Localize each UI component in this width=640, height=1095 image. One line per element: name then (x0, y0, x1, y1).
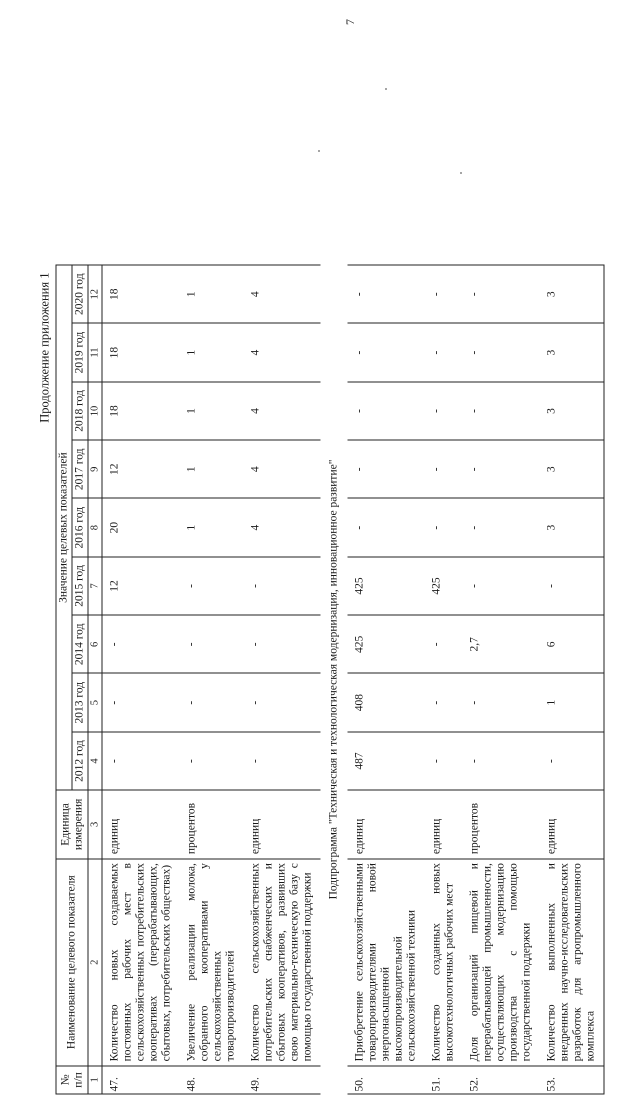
row-value: 4 (244, 265, 321, 323)
row-value: 20 (102, 498, 180, 556)
row-value: 18 (102, 323, 180, 381)
row-value: 2,7 (463, 615, 540, 673)
row-name: Количество выполненных и внедренных научно-исследовательских разработок для агропромышленного комплекса (540, 859, 605, 1066)
row-number: 48. (180, 1066, 244, 1094)
row-value: 4 (244, 498, 321, 556)
row-number: 47. (102, 1066, 180, 1094)
row-value: - (244, 674, 321, 732)
header-name: Наименование целевого показателя (56, 859, 88, 1066)
table-row (180, 265, 244, 1094)
row-value: - (425, 440, 463, 498)
rotated-sheet (38, 265, 603, 1095)
header-index: 11 (88, 323, 102, 381)
header-index: 1 (88, 1066, 102, 1094)
row-value: - (463, 498, 540, 556)
row-value: 1 (180, 323, 244, 381)
header-number: № п/п (56, 1066, 88, 1094)
header-year: 2018 год (72, 382, 88, 440)
row-value: - (102, 732, 180, 790)
row-value: - (180, 557, 244, 615)
row-value: - (425, 498, 463, 556)
row-unit: процентов (463, 790, 540, 858)
row-value: 1 (180, 382, 244, 440)
row-name: Количество созданных новых высокотехнологичных рабочих мест (425, 859, 463, 1066)
header-year: 2019 год (72, 323, 88, 381)
row-value: 1 (180, 265, 244, 323)
row-value: 12 (102, 557, 180, 615)
row-value: 3 (540, 440, 605, 498)
table-row (102, 265, 180, 1094)
row-name: Количество новых создаваемых постоянных рабочих мест в сельскохозяйственных потребительских кооперативах (перерабатывающих, сбытовых, потребительских обществах) (102, 859, 180, 1066)
subprogram-title: Подпрограмма "Техническая и технологическая модернизация, инновационное развитие" (327, 459, 340, 900)
table-row (348, 265, 425, 1094)
scan-speck (385, 88, 387, 90)
row-value: - (463, 674, 540, 732)
header-values-group: Значение целевых показателей (56, 265, 72, 790)
header-year: 2016 год (72, 498, 88, 556)
row-value: - (463, 323, 540, 381)
row-value: - (348, 265, 425, 323)
row-value: - (244, 615, 321, 673)
row-number: 51. (425, 1066, 463, 1094)
row-unit: единиц (425, 790, 463, 858)
header-index: 4 (88, 732, 102, 790)
row-number: 53. (540, 1066, 605, 1094)
row-value: - (102, 674, 180, 732)
header-year: 2015 год (72, 557, 88, 615)
row-value: 3 (540, 498, 605, 556)
row-name: Доля организаций пищевой и перерабатывающей промышленности, осуществляющих модернизацию производства с помощью государственной поддержки (463, 859, 540, 1066)
table-row (540, 265, 605, 1094)
row-unit: единиц (540, 790, 605, 858)
row-value: 18 (102, 382, 180, 440)
row-value: 18 (102, 265, 180, 323)
header-year: 2017 год (72, 440, 88, 498)
row-value: 1 (180, 440, 244, 498)
row-value: 1 (540, 674, 605, 732)
row-value: 4 (244, 323, 321, 381)
header-index: 6 (88, 615, 102, 673)
header-index-row (88, 265, 102, 1094)
subprogram-row (321, 265, 348, 1094)
row-value: - (463, 265, 540, 323)
header-year: 2020 год (72, 265, 88, 323)
row-value: 4 (244, 440, 321, 498)
row-value: - (102, 615, 180, 673)
row-value: - (463, 557, 540, 615)
row-value: - (244, 732, 321, 790)
row-value: - (348, 382, 425, 440)
table-row (425, 265, 463, 1094)
row-value: 425 (348, 615, 425, 673)
row-value: - (348, 323, 425, 381)
indicators-table (56, 265, 605, 1095)
continuation-note: Продолжение приложения 1 (37, 272, 52, 423)
header-unit: Единица измерения (56, 790, 88, 858)
row-value: 4 (244, 382, 321, 440)
row-value: - (540, 557, 605, 615)
row-value: 3 (540, 382, 605, 440)
row-value: 425 (425, 557, 463, 615)
row-value: 487 (348, 732, 425, 790)
table-row (463, 265, 540, 1094)
row-value: - (425, 382, 463, 440)
row-value: - (244, 557, 321, 615)
row-value: - (348, 498, 425, 556)
row-value: - (463, 732, 540, 790)
row-value: - (425, 732, 463, 790)
row-number: 49. (244, 1066, 321, 1094)
row-value: 12 (102, 440, 180, 498)
row-number: 50. (348, 1066, 425, 1094)
header-year: 2013 год (72, 674, 88, 732)
row-value: 3 (540, 265, 605, 323)
header-index: 12 (88, 265, 102, 323)
header-index: 9 (88, 440, 102, 498)
header-index: 2 (88, 859, 102, 1066)
header-index: 5 (88, 674, 102, 732)
row-value: - (425, 323, 463, 381)
row-value: 408 (348, 674, 425, 732)
row-unit: единиц (348, 790, 425, 858)
row-value: - (348, 440, 425, 498)
header-index: 3 (88, 790, 102, 858)
header-index: 7 (88, 557, 102, 615)
row-value: - (425, 615, 463, 673)
table-body (102, 265, 604, 1094)
row-value: 425 (348, 557, 425, 615)
row-value: - (180, 732, 244, 790)
row-unit: единиц (102, 790, 180, 858)
page-number: 7 (342, 19, 357, 25)
scan-speck (460, 172, 462, 174)
row-value: 1 (180, 498, 244, 556)
row-unit: процентов (180, 790, 244, 858)
table-row (244, 265, 321, 1094)
row-value: - (540, 732, 605, 790)
row-value: - (425, 674, 463, 732)
row-value: - (180, 674, 244, 732)
header-year: 2012 год (72, 732, 88, 790)
row-name: Увеличение реализации молока, собранного кооперативами у сельскохозяйственных товаропроизводителей (180, 859, 244, 1066)
scan-speck (318, 150, 320, 152)
row-value: - (463, 440, 540, 498)
row-name: Количество сельскохозяйственных потребительских снабженческих и сбытовых кооперативов, развивших свою материально-техническую базу с помощью государственной поддержки (244, 859, 321, 1066)
table-header (56, 265, 102, 1094)
row-value: - (180, 615, 244, 673)
row-number: 52. (463, 1066, 540, 1094)
row-unit: единиц (244, 790, 321, 858)
header-year: 2014 год (72, 615, 88, 673)
header-index: 8 (88, 498, 102, 556)
row-value: - (463, 382, 540, 440)
header-index: 10 (88, 382, 102, 440)
row-value: 3 (540, 323, 605, 381)
row-name: Приобретение сельскохозяйственными товаропроизводителями новой энергонасыщенной высокопроизводительной сельскохозяйственной техники (348, 859, 425, 1066)
row-value: 6 (540, 615, 605, 673)
row-value: - (425, 265, 463, 323)
